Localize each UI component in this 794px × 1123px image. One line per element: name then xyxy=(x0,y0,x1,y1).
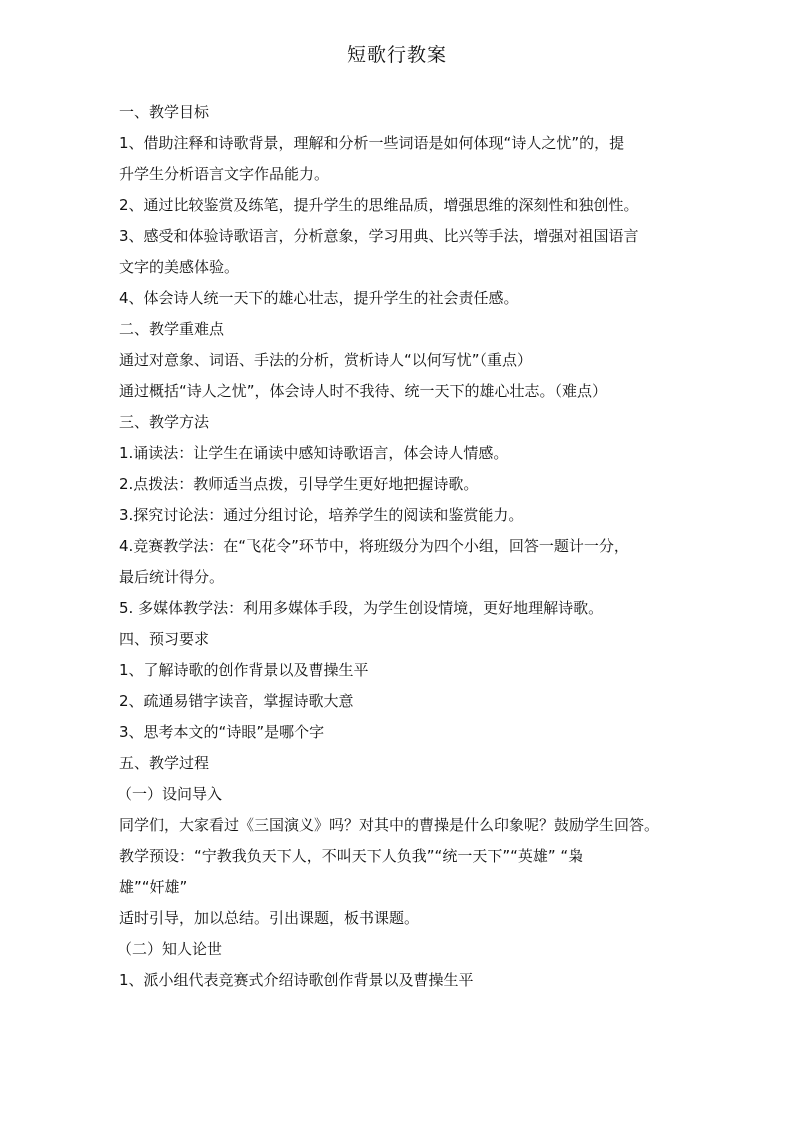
text-line: 通过对意象、词语、手法的分析，赏析诗人“以何写忧”（重点） xyxy=(119,351,533,369)
section-heading-preview-requirements: 四、预习要求 xyxy=(119,630,210,648)
text-line: 2.点拨法：教师适当点拨，引导学生更好地把握诗歌。 xyxy=(119,475,479,493)
text-line: 1、借助注释和诗歌背景，理解和分析一些词语是如何体现“诗人之忧”的，提 xyxy=(119,134,625,152)
text-line: 3.探究讨论法：通过分组讨论，培养学生的阅读和鉴赏能力。 xyxy=(119,506,524,524)
text-line: 1、派小组代表竞赛式介绍诗歌创作背景以及曹操生平 xyxy=(119,971,474,989)
text-line: 最后统计得分。 xyxy=(119,568,225,586)
text-line: 4、体会诗人统一天下的雄心壮志，提升学生的社会责任感。 xyxy=(119,289,519,307)
text-line: 3、感受和体验诗歌语言，分析意象，学习用典、比兴等手法，增强对祖国语言 xyxy=(119,227,639,245)
text-line: 3、思考本文的“诗眼”是哪个字 xyxy=(119,723,325,741)
text-line: 适时引导，加以总结。引出课题，板书课题。 xyxy=(119,909,420,927)
section-heading-teaching-methods: 三、教学方法 xyxy=(119,413,210,431)
section-heading-teaching-goals: 一、教学目标 xyxy=(119,103,210,121)
text-line: 同学们，大家看过《三国演义》吗？对其中的曹操是什么印象呢？鼓励学生回答。 xyxy=(119,816,660,834)
document-title: 短歌行教案 xyxy=(346,44,447,66)
text-line: 2、通过比较鉴赏及练笔，提升学生的思维品质，增强思维的深刻性和独创性。 xyxy=(119,196,639,214)
text-line: 通过概括“诗人之忧”，体会诗人时不我待、统一天下的雄心壮志。（难点） xyxy=(119,382,608,400)
text-line: 4.竞赛教学法：在“飞花令”环节中，将班级分为四个小组，回答一题计一分， xyxy=(119,537,629,555)
subsection-heading: （一）设问导入 xyxy=(117,785,223,803)
text-line: 1.诵读法：让学生在诵读中感知诗歌语言，体会诗人情感。 xyxy=(119,444,509,462)
text-line: 1、了解诗歌的创作背景以及曹操生平 xyxy=(119,661,369,679)
text-line: 升学生分析语言文字作品能力。 xyxy=(119,165,330,183)
text-line: 2、疏通易错字读音，掌握诗歌大意 xyxy=(119,692,354,710)
section-heading-key-points: 二、教学重难点 xyxy=(119,320,225,338)
subsection-heading: （二）知人论世 xyxy=(117,940,223,958)
document-body xyxy=(119,97,679,996)
text-line: 教学预设：“宁教我负天下人，不叫天下人负我”“统一天下”“英雄” “枭 xyxy=(119,847,584,865)
section-heading-teaching-process: 五、教学过程 xyxy=(119,754,210,772)
text-line: 5. 多媒体教学法：利用多媒体手段，为学生创设情境，更好地理解诗歌。 xyxy=(119,599,604,617)
text-line: 雄”“奸雄” xyxy=(119,878,188,896)
text-line: 文字的美感体验。 xyxy=(119,258,240,276)
